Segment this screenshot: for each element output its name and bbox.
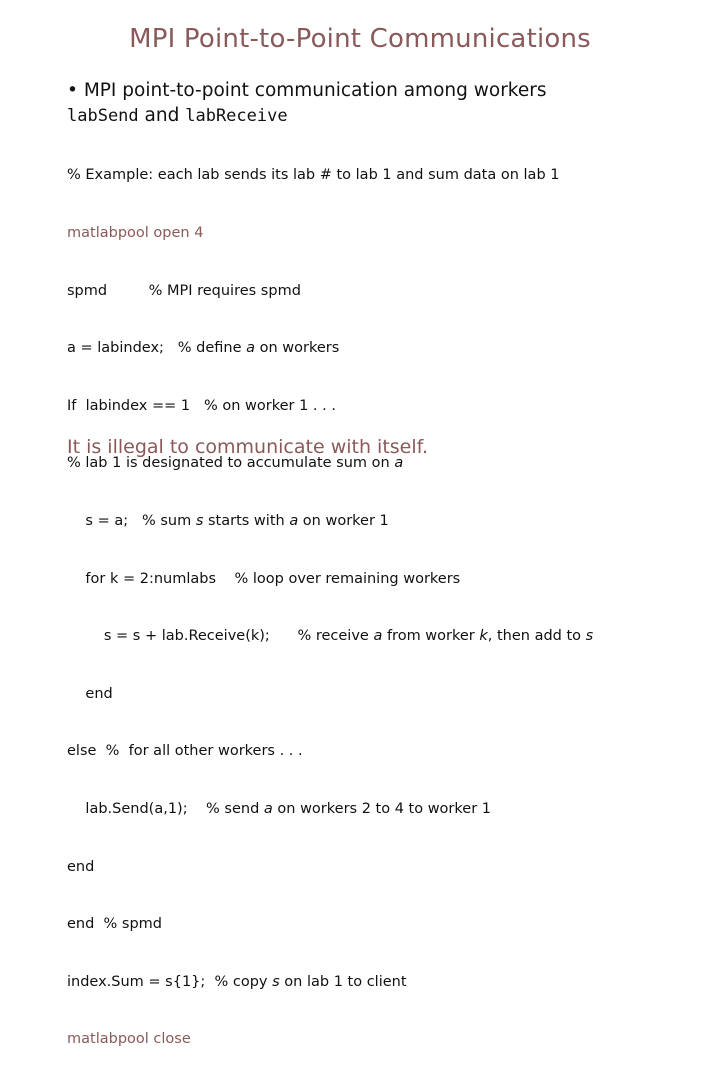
code-var: k [479,628,488,645]
code-line-send [67,800,593,819]
code-line-pool-close: matlabpool close [67,1031,191,1048]
bullet-point [67,80,546,101]
code-var: a [289,512,299,529]
code-line-else: else % for all other workers . . . [67,743,303,760]
code-text: a = labindex; % define [67,340,247,357]
code-text: on workers [255,340,340,357]
code-var: a [394,455,404,472]
code-line-labindex [67,339,593,358]
code-line-end-for: end [67,685,113,702]
code-text: s = a; % sum [67,512,196,529]
function-names [67,105,288,126]
code-line-spmd: spmd % MPI requires spmd [67,282,301,299]
code-var: s [272,973,280,990]
code-line-index-sum [67,973,593,992]
code-line-receive [67,627,593,646]
code-var: a [263,800,273,817]
code-var: a [373,628,383,645]
code-text: on lab 1 to client [279,973,407,990]
code-text: index.Sum = s{1}; % copy [67,973,273,990]
labsend-code: labSend [67,106,139,126]
code-text: on workers 2 to 4 to worker 1 [272,800,491,817]
code-line-end-if: end [67,858,95,875]
code-line-pool-open: matlabpool open 4 [67,225,204,241]
code-line-for: for k = 2:numlabs % loop over remaining workers [67,570,461,587]
illegal-self-communication-note: It is illegal to communicate with itself. [67,436,428,458]
code-var: s [585,628,594,645]
code-text: s = s + lab.Receive(k); % receive [67,628,374,645]
code-text: starts with [203,512,290,529]
subline-and: and [138,105,186,126]
code-text: % lab 1 is designated to accumulate sum on [67,455,395,472]
code-var: a [246,340,256,357]
code-line-comment: % Example: each lab sends its lab # to lab 1 and sum data on lab 1 [67,167,560,184]
code-example [67,128,593,1069]
bullet-marker: • [67,80,78,101]
code-text: lab.Send(a,1); % send [67,800,264,817]
labreceive-code: labReceive [185,106,288,126]
bullet-text: MPI point-to-point communication among workers [83,80,547,101]
code-line-end-spmd: end % spmd [67,916,163,933]
code-text: on worker 1 [298,512,389,529]
slide-title: MPI Point-to-Point Communications [129,24,591,54]
code-line-s-assign [67,512,593,531]
code-var: s [195,512,204,529]
code-text: from worker [382,628,480,645]
code-text: , then add to [487,628,586,645]
code-line-if: If labindex == 1 % on worker 1 . . . [67,397,336,414]
